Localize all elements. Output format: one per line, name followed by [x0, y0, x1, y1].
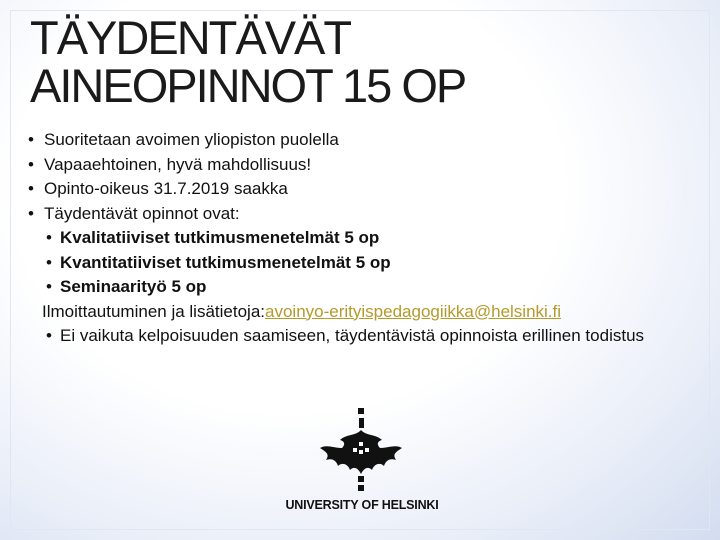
bullet-item	[28, 128, 688, 153]
bullet-text: Opinto-oikeus 31.7.2019 saakka	[44, 179, 288, 198]
sub-bullet-item	[28, 251, 688, 276]
bullet-marker: •	[28, 179, 34, 198]
bullet-marker: •	[28, 130, 34, 149]
bullet-marker: •	[46, 228, 52, 247]
note-item	[28, 324, 688, 349]
title-line-2: AINEOPINNOT 15 OP	[30, 59, 466, 112]
bullet-marker: •	[46, 277, 52, 296]
bullet-marker: •	[46, 252, 52, 272]
bullet-item	[28, 202, 688, 227]
bullet-marker: •	[46, 326, 52, 345]
sub-bullet-item	[28, 275, 688, 300]
bullet-text: Vapaaehtoinen, hyvä mahdollisuus!	[44, 154, 312, 174]
registration-label: Ilmoittautuminen ja lisätietoja:	[42, 301, 266, 321]
bullet-text: Suoritetaan avoimen yliopiston puolella	[44, 130, 339, 149]
registration-email-link[interactable]: avoinyo-erityispedagogiikka@helsinki.fi	[265, 301, 562, 321]
registration-line	[28, 300, 688, 325]
bullet-item	[28, 153, 688, 178]
sub-bullet-item	[28, 226, 688, 251]
slide-title	[30, 11, 466, 112]
bullet-text: Täydentävät opinnot ovat:	[44, 203, 240, 223]
sub-bullet-text: Seminaarityö 5 op	[60, 277, 207, 296]
bullet-item	[28, 177, 688, 202]
sub-bullet-text: Kvalitatiiviset tutkimusmenetelmät 5 op	[60, 228, 380, 247]
sub-bullet-text: Kvantitatiiviset tutkimusmenetelmät 5 op	[60, 252, 391, 272]
bullet-marker: •	[28, 154, 34, 174]
bullet-marker: •	[28, 203, 34, 223]
university-of-helsinki-flame-logo-icon	[316, 408, 408, 492]
logo-text: UNIVERSITY OF HELSINKI	[285, 498, 439, 512]
slide-content	[28, 128, 688, 349]
university-logo	[282, 408, 442, 520]
note-text: Ei vaikuta kelpoisuuden saamiseen, täydentävistä opinnoista erillinen todistus	[60, 326, 645, 345]
title-line-1: TÄYDENTÄVÄT	[30, 11, 351, 64]
